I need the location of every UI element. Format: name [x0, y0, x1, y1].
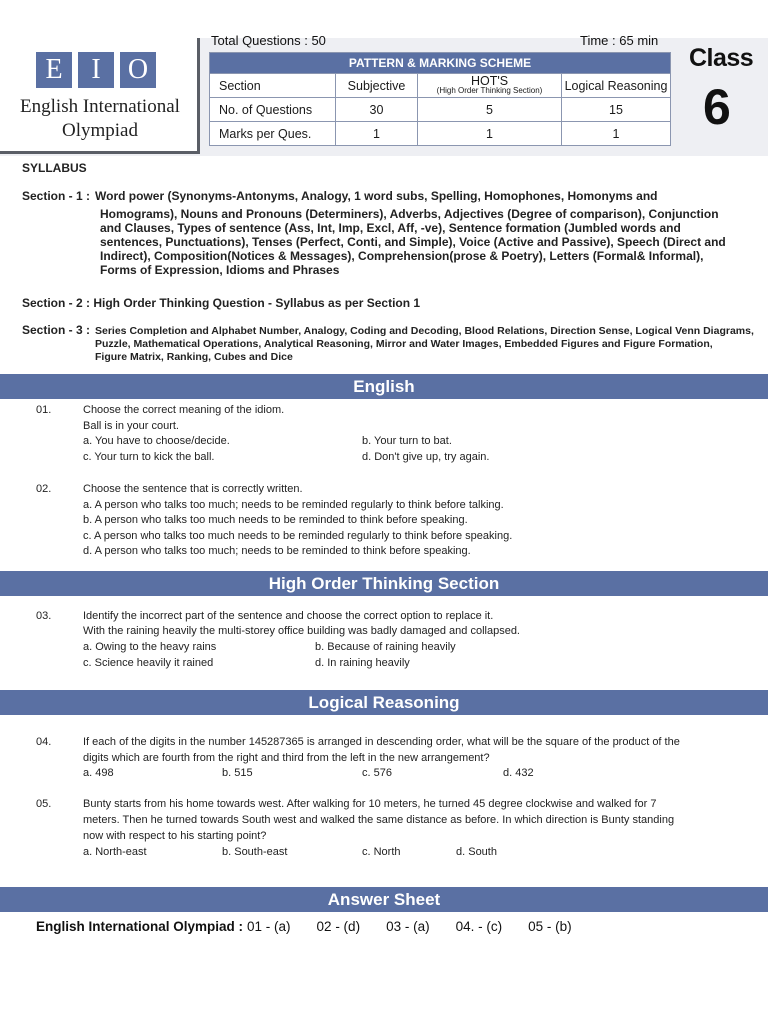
question-number: 01.: [36, 404, 52, 416]
scheme-cell: 5: [418, 98, 562, 122]
option-b: b. Because of raining heavily: [315, 641, 456, 653]
section-3-label: Section - 3 :: [22, 323, 91, 337]
option-a: a. A person who talks too much; needs to be reminded regularly to think before talking.: [83, 499, 504, 511]
logo-letter: E: [36, 52, 72, 88]
question-text: digits which are fourth from the right and third from the left in the new arrangement?: [83, 752, 490, 764]
question-text: now with respect to his starting point?: [83, 830, 267, 842]
option-c: c. North: [362, 846, 401, 858]
class-number: 6: [703, 79, 731, 135]
section-1-line: Indirect), Composition(Notices & Messages), Comprehension(prose & Poetry), Letters (Formal& Informal),: [100, 249, 704, 263]
scheme-cell: 1: [336, 122, 418, 146]
question-text: Identify the incorrect part of the sentence and choose the correct option to replace it.: [83, 610, 494, 622]
option-b: b. 515: [222, 767, 253, 779]
section-2-text: Section - 2 : High Order Thinking Question - Syllabus as per Section 1: [22, 296, 421, 310]
section-1-line: and Clauses, Types of sentence (Ass, Int, Imp, Excl, Aff, -ve), Sentence formation (Jumbled words and: [100, 221, 681, 235]
answer-item: 04. - (c): [455, 919, 503, 934]
option-d: d. 432: [503, 767, 534, 779]
section-band-hots: High Order Thinking Section: [0, 571, 768, 596]
section-1-line: Forms of Expression, Idioms and Phrases: [100, 263, 340, 277]
scheme-hots-label: HOT'S: [470, 74, 509, 88]
question-text: With the raining heavily the multi-storey office building was badly damaged and collapsed.: [83, 625, 520, 637]
option-b: b. A person who talks too much needs to be reminded to think before speaking.: [83, 514, 468, 526]
section-band-english: English: [0, 374, 768, 399]
question-text: If each of the digits in the number 145287365 is arranged in descending order, what will be the square of the product of the: [83, 736, 680, 748]
syllabus-heading: SYLLABUS: [22, 161, 87, 175]
scheme-cell: Logical Reasoning: [562, 74, 671, 98]
scheme-cell: 15: [562, 98, 671, 122]
answer-item: 05 - (b): [528, 919, 572, 934]
question-text: Ball is in your court.: [83, 420, 179, 432]
scheme-cell: 1: [418, 122, 562, 146]
option-a: a. Owing to the heavy rains: [83, 641, 217, 653]
question-text: Choose the sentence that is correctly written.: [83, 483, 303, 495]
scheme-row-marks: [210, 122, 671, 146]
question-number: 04.: [36, 736, 52, 748]
eio-logo: [0, 38, 200, 154]
scheme-cell: 30: [336, 98, 418, 122]
logo-letter: O: [120, 52, 156, 88]
section-1-line: Word power (Synonyms-Antonyms, Analogy, 1 word subs, Spelling, Homophones, Homonyms and: [95, 189, 658, 203]
section-band-logical: Logical Reasoning: [0, 690, 768, 715]
option-d: d. South: [456, 846, 497, 858]
question-text: meters. Then he turned towards South west and walked the same distance as before. In which direction is Bunty standing: [83, 814, 675, 826]
question-text: Choose the correct meaning of the idiom.: [83, 404, 285, 416]
option-b: b. Your turn to bat.: [362, 435, 452, 447]
scheme-row-count: [210, 98, 671, 122]
scheme-cell: 1: [562, 122, 671, 146]
section-1-line: Homograms), Nouns and Pronouns (Determiners), Adverbs, Adjectives (Degree of comparison), Conjunction: [100, 207, 719, 221]
answer-item: 01 - (a): [247, 919, 291, 934]
section-3-line: Series Completion and Alphabet Number, Analogy, Coding and Decoding, Blood Relations, Direction Sense, Logical Venn Diagrams,: [95, 325, 754, 337]
question-number: 05.: [36, 798, 52, 810]
marking-scheme-table: [209, 52, 671, 146]
question-text: Bunty starts from his home towards west. After walking for 10 meters, he turned 45 degree clockwise and walked for 7: [83, 798, 657, 810]
scheme-cell-hots: [418, 74, 562, 98]
option-d: d. A person who talks too much; needs to be reminded to think before speaking.: [83, 545, 471, 557]
class-label: Class: [689, 44, 754, 72]
section-3-line: Puzzle, Mathematical Operations, Analytical Reasoning, Mirror and Water Images, Embedded Figures and Figure Formation,: [95, 338, 713, 350]
section-1-label: Section - 1 :: [22, 189, 91, 203]
option-c: c. Your turn to kick the ball.: [83, 451, 215, 463]
section-3-line: Figure Matrix, Ranking, Cubes and Dice: [95, 351, 293, 363]
option-c: c. A person who talks too much needs to be reminded regularly to think before speaking.: [83, 530, 513, 542]
question-number: 02.: [36, 483, 52, 495]
total-questions: Total Questions : 50: [211, 33, 326, 48]
scheme-cell: Section: [210, 74, 336, 98]
logo-letter: I: [78, 52, 114, 88]
option-d: d. Don't give up, try again.: [362, 451, 490, 463]
time-limit: Time : 65 min: [580, 33, 659, 48]
option-c: c. 576: [362, 767, 392, 779]
scheme-cell: Marks per Ques.: [210, 122, 336, 146]
scheme-hots-sub: (High Order Thinking Section): [436, 86, 543, 95]
section-band-answers: Answer Sheet: [0, 887, 768, 912]
option-a: a. North-east: [83, 846, 147, 858]
answer-item: 02 - (d): [316, 919, 361, 934]
logo-line-2: Olympiad: [62, 120, 138, 141]
answer-item: 03 - (a): [386, 919, 430, 934]
logo-line-1: English International: [20, 96, 180, 117]
option-a: a. You have to choose/decide.: [83, 435, 230, 447]
scheme-cell: Subjective: [336, 74, 418, 98]
scheme-row-section: [210, 74, 671, 98]
answer-key-label: English International Olympiad :: [36, 919, 244, 934]
option-b: b. South-east: [222, 846, 288, 858]
option-a: a. 498: [83, 767, 114, 779]
option-d: d. In raining heavily: [315, 657, 410, 669]
option-c: c. Science heavily it rained: [83, 657, 214, 669]
scheme-cell: No. of Questions: [210, 98, 336, 122]
question-number: 03.: [36, 610, 52, 622]
scheme-title: PATTERN & MARKING SCHEME: [210, 53, 671, 74]
answer-key: [36, 919, 572, 934]
section-1-line: sentences, Punctuations), Tenses (Perfect, Conti, and Simple), Voice (Active and Passive), Speech (Direct and: [100, 235, 726, 249]
